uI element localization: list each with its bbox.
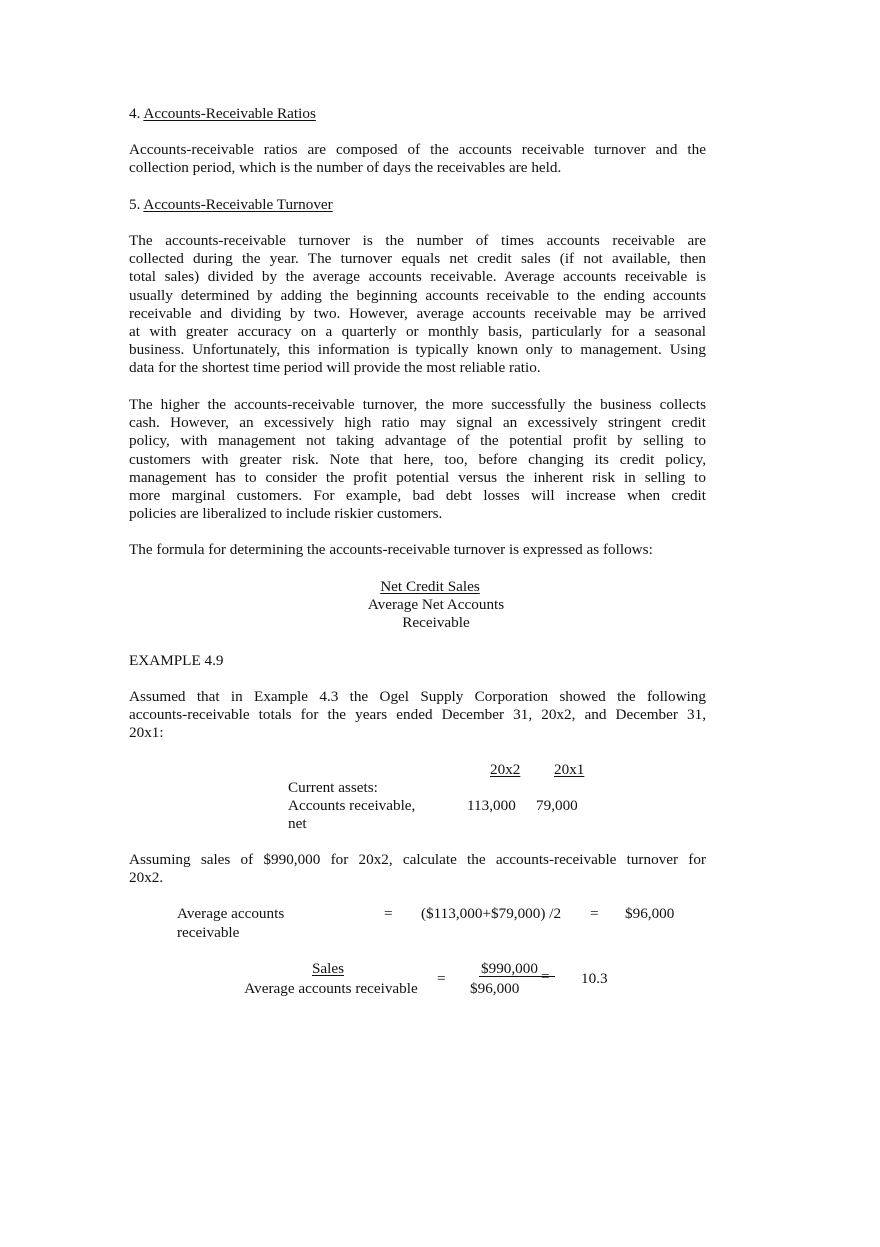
section-4-paragraph	[129, 141, 706, 177]
text-line: cash. However, an excessively high ratio may signal an excessively stringent credit	[129, 414, 706, 432]
text-line: Accounts-receivable ratios are composed of the accounts receivable turnover and the	[129, 141, 706, 158]
text-line: business. Unfortunately, this information is typically known only to management. Using	[129, 341, 706, 359]
table-header-20x1: 20x1	[554, 761, 585, 778]
section-4-title: Accounts-Receivable Ratios	[143, 105, 316, 122]
text-line: The accounts-receivable turnover is the number of times accounts receivable are	[129, 232, 706, 249]
text-line: 20x2.	[129, 869, 164, 887]
section-5-paragraph-1	[129, 232, 706, 378]
text-line: The higher the accounts-receivable turnover, the more successfully the business collects	[129, 396, 706, 413]
calc1-label-line-2: receivable	[177, 924, 240, 941]
text-line: policy, with management not taking advantage of the potential profit by selling to	[129, 432, 706, 450]
table-row-label: Accounts receivable,	[288, 797, 416, 814]
example-question	[129, 851, 706, 887]
calc2-equals-2: =	[541, 968, 550, 985]
text-line: total sales) divided by the average accounts receivable. Average accounts receivable is	[129, 268, 706, 286]
text-line: customers with greater risk. Note that here, too, before changing its credit policy,	[129, 450, 706, 468]
text-line: Assuming sales of $990,000 for 20x2, calculate the accounts-receivable turnover for	[129, 851, 706, 868]
text-line: management has to consider the profit potential versus the inherent risk in selling to	[129, 468, 706, 486]
section-5-number: 5.	[129, 196, 141, 213]
text-line: accounts-receivable totals for the years ended December 31, 20x2, and December 31,	[129, 706, 706, 724]
text-line: receivable and dividing by two. However, average accounts receivable may be arrived	[129, 304, 706, 322]
table-row-label-cont: net	[288, 815, 307, 832]
example-intro	[129, 688, 706, 743]
text-line: usually determined by adding the beginning accounts receivable to the ending accounts	[129, 286, 706, 304]
calc2-equals: =	[437, 970, 446, 987]
calc1-label-line-1: Average accounts	[177, 905, 285, 922]
calc2-result: 10.3	[581, 970, 608, 987]
section-5-heading	[129, 196, 371, 214]
formula-denominator-line-1: Average Net Accounts	[367, 596, 505, 613]
table-value-20x1: 79,000	[536, 797, 578, 814]
example-label: EXAMPLE 4.9	[129, 652, 224, 669]
calc1-result: $96,000	[625, 905, 675, 922]
text-line: policies are liberalized to include riskier customers.	[129, 505, 443, 523]
calc2-numerator-label: Sales	[311, 960, 345, 977]
table-value-20x2: 113,000	[467, 797, 516, 814]
section-5-paragraph-3: The formula for determining the accounts-receivable turnover is expressed as follows:	[129, 541, 653, 558]
text-line: more marginal customers. For example, bad debt losses will increase when credit	[129, 487, 706, 505]
section-5-title: Accounts-Receivable Turnover	[143, 196, 333, 213]
calc2-denominator-value: $96,000	[470, 980, 520, 997]
formula-denominator-line-2: Receivable	[402, 614, 470, 631]
table-header-20x2: 20x2	[490, 761, 521, 778]
calc1-equals: =	[384, 905, 393, 922]
text-line: Assumed that in Example 4.3 the Ogel Supply Corporation showed the following	[129, 688, 706, 705]
calc1-expression: ($113,000+$79,000) /2	[421, 905, 562, 922]
calc2-numerator-value: $990,000	[481, 960, 538, 977]
section-4-number: 4.	[129, 105, 141, 122]
table-group-label: Current assets:	[288, 779, 378, 796]
formula-numerator: Net Credit Sales	[380, 578, 480, 595]
text-line: 20x1:	[129, 724, 164, 742]
text-line: collection period, which is the number of days the receivables are held.	[129, 159, 562, 177]
text-line: data for the shortest time period will provide the most reliable ratio.	[129, 359, 541, 377]
section-4-heading	[129, 105, 352, 123]
text-line: at with greater accuracy on a quarterly or monthly basis, particularly for a seasonal	[129, 323, 706, 341]
text-line: collected during the year. The turnover equals net credit sales (if not available, then	[129, 250, 706, 268]
section-5-paragraph-2	[129, 396, 706, 523]
calc2-denominator-label: Average accounts receivable	[244, 980, 418, 997]
calc1-equals-2: =	[590, 905, 599, 922]
